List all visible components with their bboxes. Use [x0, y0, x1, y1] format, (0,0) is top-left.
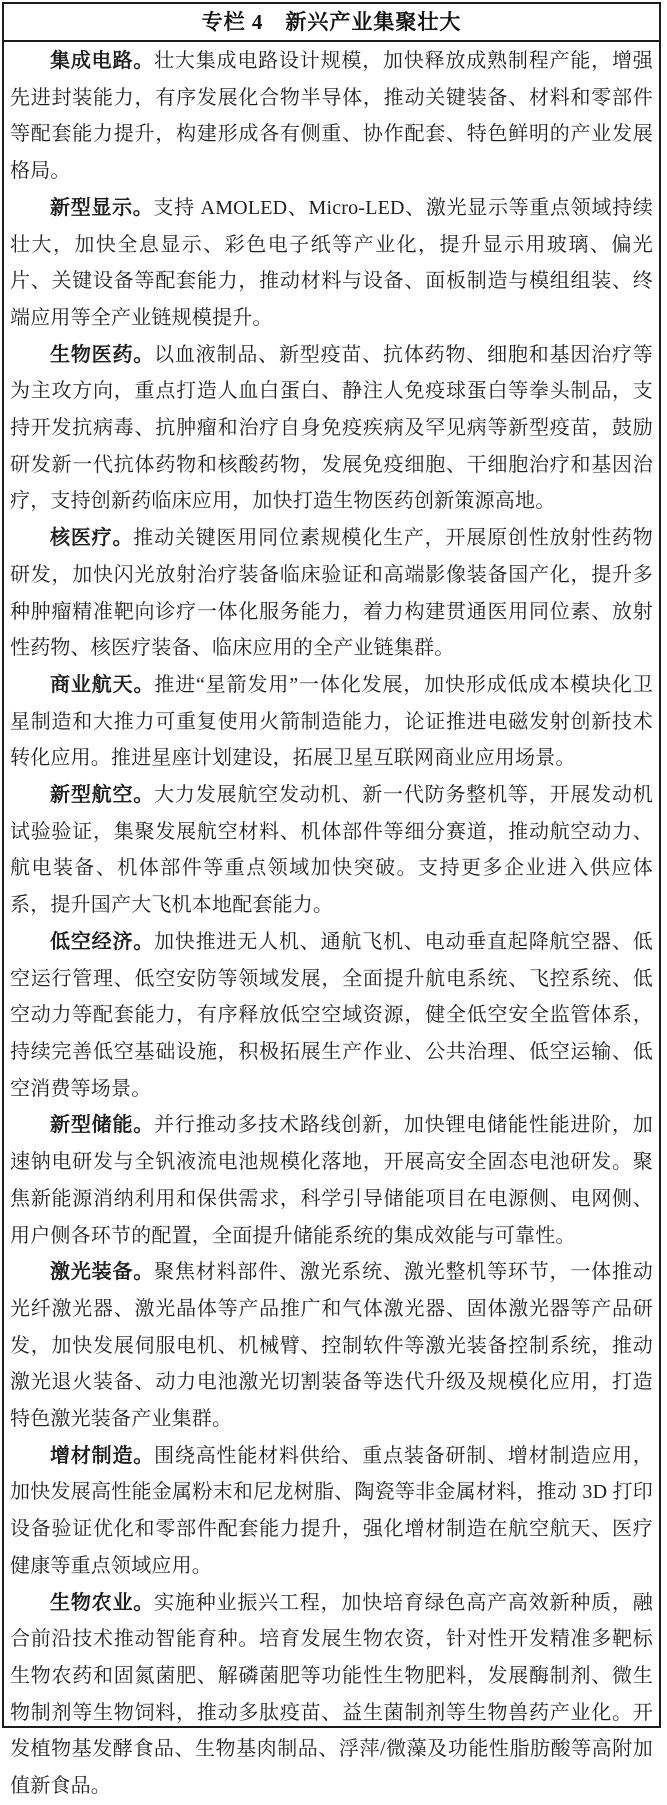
paragraph-text: 大力发展航空发动机、新一代防务整机等，开展发动机试验验证，集聚发展航空材料、机体部件等细分赛道，推动航空动力、航电装备、机体部件等重点领域加快突破。支持更多企业进入供应体系，提升国产大飞机本地配套能力。: [10, 784, 653, 917]
paragraph: [10, 43, 653, 190]
paragraph: [10, 777, 653, 924]
paragraph: [10, 667, 653, 777]
paragraph-lead: 新型储能。: [50, 1114, 155, 1137]
paragraph-lead: 低空经济。: [50, 930, 155, 953]
paragraph-text: 以血液制品、新型疫苗、抗体药物、细胞和基因治疗等为主攻方向，重点打造人血白蛋白、静注人免疫球蛋白等拳头制品，支持开发抗病毒、抗肿瘤和治疗自身免疫疾病及罕见病等新型疫苗，鼓励研发新一代抗体药物和核酸药物，发展免疫细胞、干细胞治疗和基因治疗，支持创新药临床应用，加快打造生物医药创新策源高地。: [10, 343, 653, 513]
paragraph: [10, 1585, 653, 1805]
paragraph-lead: 生物农业。: [50, 1591, 155, 1614]
paragraph-lead: 核医疗。: [50, 527, 134, 550]
paragraph-text: 推动关键医用同位素规模化生产，开展原创性放射性药物研发，加快闪光放射治疗装备临床验证和高端影像装备国产化，提升多种肿瘤精准靶向诊疗一体化服务能力，着力构建贯通医用同位素、放射性药物、核医疗装备、临床应用的全产业链集群。: [10, 527, 653, 660]
paragraph: [10, 1107, 653, 1254]
paragraph-lead: 新型航空。: [50, 784, 155, 807]
paragraph-text: 并行推动多技术路线创新，加快锂电储能性能进阶，加速钠电研发与全钒液流电池规模化落地，开展高安全固态电池研发。聚焦新能源消纳利用和保供需求，科学引导储能项目在电源侧、电网侧、用户侧各环节的配置，全面提升储能系统的集成效能与可靠性。: [10, 1114, 653, 1247]
paragraph-text: 围绕高性能材料供给、重点装备研制、增材制造应用，加快发展高性能金属粉末和尼龙树脂、陶瓷等非金属材料，推动 3D 打印设备验证优化和零部件配套能力提升，强化增材制造在航空航天、医疗健康等重点领域应用。: [10, 1444, 653, 1577]
paragraph: [10, 1254, 653, 1438]
paragraph-lead: 生物医药。: [50, 343, 155, 366]
paragraph-text: 聚焦材料部件、激光系统、激光整机等环节，一体推动光纤激光器、激光晶体等产品推广和气体激光器、固体激光器等产品研发，加快发展伺服电机、机械臂、控制软件等激光装备控制系统，推动激光退火装备、动力电池激光切割装备等迭代升级及规模化应用，打造特色激光装备产业集群。: [10, 1261, 653, 1431]
paragraph: [10, 337, 653, 521]
column-box: [2, 2, 661, 1798]
paragraph: [10, 1438, 653, 1585]
paragraph-lead: 新型显示。: [50, 196, 154, 219]
paragraph-text: 加快推进无人机、通航飞机、电动垂直起降航空器、低空运行管理、低空安防等领域发展，全面提升航电系统、飞控系统、低空动力等配套能力，有序释放低空空域资源，健全低空安全监管体系，持续完善低空基础设施，积极拓展生产作业、公共治理、低空运输、低空消费等场景。: [10, 930, 653, 1100]
paragraph-text: 实施种业振兴工程，加快培育绿色高产高效新种质，融合前沿技术推动智能育种。培育发展生物农资，针对性开发精准多靶标生物农药和固氮菌肥、解磷菌肥等功能性生物肥料，发展酶制剂、微生物制剂等生物饲料，推动多肽疫苗、益生菌制剂等生物兽药产业化。开发植物基发酵食品、生物基肉制品、浮萍/微藻及功能性脂肪酸等高附加值新食品。: [10, 1591, 653, 1798]
paragraph: [10, 924, 653, 1108]
column-title: 专栏 4 新兴产业集聚壮大: [4, 4, 659, 42]
paragraph-lead: 集成电路。: [50, 50, 155, 72]
column-body: [4, 42, 659, 1805]
paragraph: [10, 520, 653, 667]
paragraph-lead: 商业航天。: [50, 673, 155, 696]
paragraph-text: 壮大集成电路设计规模，加快释放成熟制程产能，增强先进封装能力，有序发展化合物半导体，推动关键装备、材料和零部件等配套能力提升，构建形成各有侧重、协作配套、特色鲜明的产业发展格局。: [10, 50, 653, 183]
paragraph-lead: 增材制造。: [50, 1444, 155, 1467]
paragraph-text: 推进“星箭发用”一体化发展，加快形成低成本模块化卫星制造和大推力可重复使用火箭制造能力，论证推进电磁发射创新技术转化应用。推进星座计划建设，拓展卫星互联网商业应用场景。: [10, 673, 653, 770]
paragraph-lead: 激光装备。: [50, 1261, 155, 1284]
paragraph: [10, 190, 653, 337]
paragraph-text: 支持 AMOLED、Micro-LED、激光显示等重点领域持续壮大，加快全息显示、彩色电子纸等产业化，提升显示用玻璃、偏光片、关键设备等配套能力，推动材料与设备、面板制造与模组组装、终端应用等全产业链规模提升。: [10, 196, 653, 329]
